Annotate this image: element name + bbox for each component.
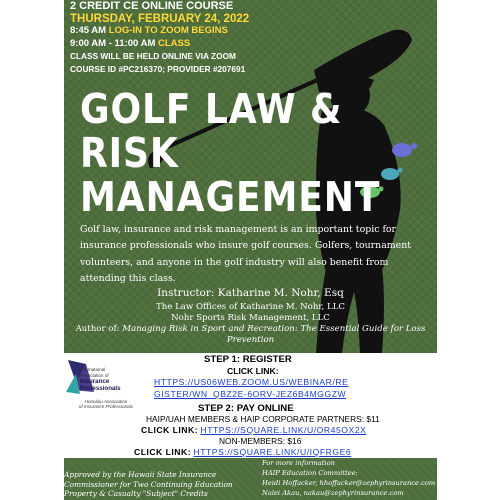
login-label: LOG-IN TO ZOOM BEGINS <box>108 25 228 36</box>
approval-note: Approved by the Hawaii State Insurance Commissioner for Two Continuing Education Property & Casualty "Subject" Credits <box>64 470 233 499</box>
instructor-name: Instructor: Katharine M. Nohr, Esq <box>157 287 344 299</box>
click-label: CLICK LINK: <box>134 447 192 457</box>
course-info-block <box>70 0 249 75</box>
nonmember-link-row <box>134 447 351 457</box>
author-credit <box>64 324 437 346</box>
contact-line: HAIP Education Committee: <box>262 469 358 477</box>
page-title <box>80 87 380 219</box>
book-title: Managing Risk in Sport and Recreation: The Essential Guide for Loss Prevention <box>122 324 426 345</box>
contact-info <box>262 458 437 498</box>
firm-name: Nohr Sports Risk Management, LLC <box>171 313 330 323</box>
register-link[interactable]: HTTPS://US06WEB.ZOOM.US/WEBINAR/RE <box>154 377 349 387</box>
course-id: COURSE ID #PC216370; PROVIDER #207691 <box>70 63 246 74</box>
logo-wordmark <box>80 367 146 392</box>
logo-line: Association of <box>80 372 109 378</box>
contact-line: Heidi Hoffacker, hhoffacker@zephyrinsurance.com <box>262 479 436 487</box>
click-label: CLICK LINK: <box>141 425 199 435</box>
member-price: HAIP/UAH MEMBERS & HAIP CORPORATE PARTNERS: $11 <box>146 414 380 424</box>
course-type-label: 2 CREDIT CE ONLINE COURSE <box>70 0 234 12</box>
logo-subtitle-line: Honolulu Association <box>84 399 128 404</box>
contact-line: Nalei Akau, nakau@zephyrinsurance.com <box>262 489 404 497</box>
title-line: MANAGEMENT <box>80 173 381 221</box>
logo-subtitle <box>64 399 148 409</box>
title-line: GOLF LAW & <box>80 85 343 133</box>
firm-name: The Law Offices of Katharine M. Nohr, LLC <box>156 302 345 312</box>
online-note: CLASS WILL BE HELD ONLINE VIA ZOOM <box>70 51 236 61</box>
member-link-row <box>141 425 366 435</box>
class-time: 9:00 AM - 11:00 AM <box>70 37 156 49</box>
class-label: CLASS <box>158 37 191 49</box>
register-link[interactable]: GISTER/WN_QBZ2E-6ORV-JEZ6B4MGGZW <box>154 389 347 399</box>
nonmember-price: NON-MEMBERS: $16 <box>219 436 302 446</box>
course-date: THURSDAY, FEBRUARY 24, 2022 <box>70 12 250 25</box>
flyer-header-panel <box>64 0 437 353</box>
step1-click-label: CLICK LINK: <box>227 366 279 376</box>
login-time: 8:45 AM <box>70 25 107 36</box>
step2-heading: STEP 2: PAY ONLINE <box>198 403 294 414</box>
nonmember-payment-link[interactable]: HTTPS://SQUARE.LINK/U/IQFRGE6 <box>193 447 352 457</box>
author-prefix: Author of: <box>75 324 120 334</box>
logo-subtitle-line: of Insurance Professionals <box>78 404 134 410</box>
course-description: Golf law, insurance and risk management is an important topic for insurance professionals who insure golf courses. Golfers, tournament volunteers, and anyone in the golf industry will also benefit from attending this class. <box>80 224 412 285</box>
step1-heading: STEP 1: REGISTER <box>204 354 292 365</box>
title-line: RISK <box>80 129 179 177</box>
logo-line: Insurance <box>80 378 110 386</box>
contact-line: For more information <box>262 459 335 467</box>
logo-line: Professionals <box>80 385 121 393</box>
member-payment-link[interactable]: HTTPS://SQUARE.LINK/U/OR45OX2X <box>200 425 367 435</box>
logo-line: International <box>80 367 106 372</box>
